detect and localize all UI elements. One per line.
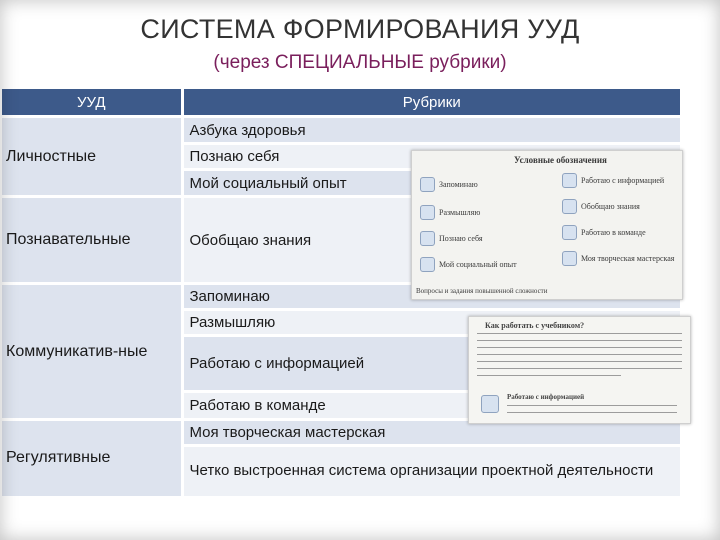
team-icon [562,225,577,240]
uud-communicative: Коммуникатив-ные [2,284,182,420]
text-lines [507,405,677,419]
legend-item: Обобщаю знания [562,199,640,214]
legend-item: Запоминаю [420,177,478,192]
header-uud: УУД [2,89,182,117]
hand-pointer-icon [562,173,577,188]
textbook-scan-image [468,316,691,424]
rubric-item: Четко выстроенная система организации проектной деятельности [182,446,680,496]
rubric-item: Работаю с информацией [182,336,680,392]
textbook-subheading: Работаю с информацией [507,393,585,401]
legend-heading: Условные обозначения [514,155,607,165]
puzzle-icon [562,199,577,214]
legend-item: Работаю в команде [562,225,646,240]
palette-icon [562,251,577,266]
rubric-item: Мой социальный опыт [182,170,680,197]
pencil-icon [420,177,435,192]
legend-item: Моя творческая мастерская [562,251,674,266]
rubric-item: Работаю в команде [182,392,680,420]
rubric-item: Азбука здоровья [182,117,680,144]
uud-cognitive: Познавательные [2,197,182,284]
header-rubrics: Рубрики [182,89,680,117]
rubric-item: Познаю себя [182,144,680,170]
legend-item: Работаю с информацией [562,173,664,188]
uud-regulatory: Регулятивные [2,420,182,496]
legend-scan-image [411,150,683,300]
legend-item: Мой социальный опыт [420,257,517,272]
page-subtitle: (через СПЕЦИАЛЬНЫЕ рубрики) [213,52,507,73]
legend-item: Познаю себя [420,231,483,246]
text-lines [477,333,682,382]
legend-item: Размышляю [420,205,480,220]
hand-pointer-icon [481,395,499,413]
rubric-item: Размышляю [182,310,680,336]
thinking-icon [420,205,435,220]
rubric-item: Обобщаю знания [182,197,680,284]
legend-footer: Вопросы и задания повышенной сложности [416,287,548,295]
page-title: СИСТЕМА ФОРМИРОВАНИЯ УУД [140,14,580,44]
textbook-heading: Как работать с учебником? [485,321,585,330]
uud-personal: Личностные [2,117,182,197]
rubric-item: Запоминаю [182,284,680,310]
house-icon [420,257,435,272]
magnifier-icon [420,231,435,246]
rubric-item: Моя творческая мастерская [182,420,680,446]
